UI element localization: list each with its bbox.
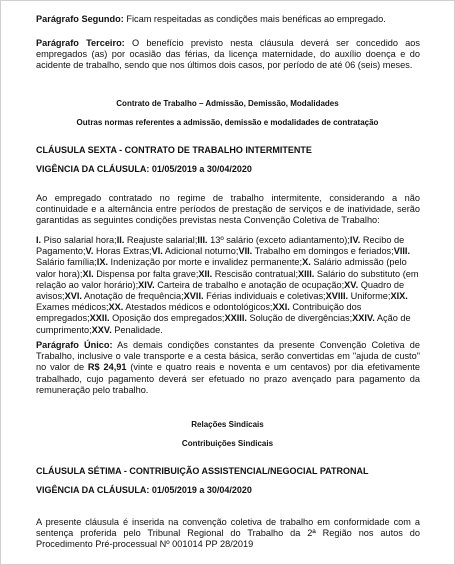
list-item-number: IV. (349, 235, 361, 245)
list-item-text: Horas Extras; (93, 246, 152, 257)
list-item-text: Salário família; (36, 257, 97, 268)
value-amount: R$ 24,91 (87, 362, 127, 373)
conditions-list (36, 235, 420, 336)
list-item-number: XVII. (183, 291, 204, 302)
paragraph-text: Ficam respeitadas as condições mais benéficas ao empregado. (123, 14, 386, 24)
section-heading-relacoes: Relações Sindicais (191, 420, 264, 429)
clause-title-sexta: CLÁUSULA SEXTA - CONTRATO DE TRABALHO INTERMITENTE (36, 145, 312, 155)
list-item-number: XXIV. (352, 313, 375, 324)
list-item-text: Atestados médicos e odontológicos; (123, 302, 273, 313)
list-item-number: XIV. (138, 279, 155, 290)
list-item-text: Férias individuais e coletivas; (203, 291, 326, 302)
clause-vigencia-sexta: VIGÊNCIA DA CLÁUSULA: 01/05/2019 a 30/04/2020 (36, 164, 252, 174)
list-item-number: XVIII. (325, 291, 349, 302)
clause-vigencia-setima: VIGÊNCIA DA CLÁUSULA: 01/05/2019 a 30/04/2020 (36, 485, 252, 495)
paragraph-unico (36, 340, 420, 396)
list-item-number: VII. (238, 246, 253, 257)
paragraph-label: Parágrafo Terceiro: (36, 38, 125, 48)
list-item-text: Anotação de frequência; (81, 291, 184, 302)
list-item-number: XI. (82, 268, 94, 279)
list-item-number: XII. (198, 268, 213, 279)
section-heading-contrato: Contrato de Trabalho – Admissão, Demissão, Modalidades (116, 99, 339, 108)
list-item-text: Ação de cumprimento; (36, 313, 411, 335)
list-item-text: Uniforme; (348, 291, 391, 302)
section-subheading-contribuicoes: Contribuições Sindicais (181, 439, 274, 448)
paragraph-terceiro (36, 38, 420, 72)
list-item-text: Dispensa por falta grave; (93, 268, 199, 279)
paragraph-text: (vinte e quatro reais e noventa e um centavos) por dia efetivamente trabalhado, cujo pagamento deverá ser efetuado no prazo avençado para pagamento da remuneração pelo trabalho. (36, 362, 420, 395)
list-item-number: XVI. (64, 291, 82, 302)
list-item-text: Salário admissão (pelo valor hora); (36, 257, 407, 279)
list-item-number: VIII. (393, 246, 411, 257)
list-item-number: XIII. (298, 268, 315, 279)
paragraph-label: Parágrafo Único: (36, 340, 113, 350)
list-item-number: XXII. (89, 313, 110, 324)
paragraph-segundo (36, 14, 420, 25)
clause-intro-sexta: Ao empregado contratado no regime de trabalho intermitente, considerando a não continuidade e a alternância entre períodos de prestação de serviços e de inatividade, serão garantidas as seguintes condições previstas nesta Convenção Coletiva de Trabalho: (36, 193, 420, 226)
list-item-number: III. (197, 235, 208, 245)
list-item-number: II. (116, 235, 125, 245)
list-item-text: Contribuição dos empregados; (36, 302, 362, 324)
list-item-text: Penalidade. (111, 324, 163, 335)
section-subheading-outras-normas: Outras normas referentes a admissão, demissão e modalidades de contratação (76, 118, 379, 127)
list-item-text: Adicional noturno; (162, 246, 239, 257)
paragraph-text: As demais condições constantes da presente Convenção Coletiva de Trabalho, inclusive o vale transporte e a cesta básica, serão convertidas em "ajuda de custo" no valor de (36, 340, 420, 373)
paragraph-label: Parágrafo Segundo: (36, 14, 124, 24)
list-item-text: Salário do substituto (em relação ao valor horário); (36, 268, 419, 290)
list-item-text: Rescisão contratual; (212, 268, 298, 279)
list-item-text: 13º salário (exceto adiantamento); (207, 235, 350, 245)
list-item-number: V. (85, 246, 94, 257)
list-item-number: IX. (96, 257, 108, 268)
list-item-number: XX. (108, 302, 124, 313)
list-item-text: Piso salarial hora; (41, 235, 117, 245)
list-item-number: XXV. (91, 324, 112, 335)
list-item-text: Quadro de avisos; (36, 279, 405, 302)
list-item-text: Exames médicos; (36, 302, 109, 313)
list-item-number: XXI. (272, 302, 290, 313)
list-item-text: Oposição dos empregados; (109, 313, 225, 324)
list-item-text: Carteira de trabalho e anotação de ocupação; (154, 279, 345, 290)
paragraph-text: O benefício previsto nesta cláusula deverá ser concedido aos empregados (as) por ocasião das férias, da licença maternidade, do auxílio doença e do acidente de trabalho, sendo que nos últimos dois casos, por período de até 06 (seis) meses. (36, 38, 421, 71)
list-item-text: Recibo de Pagamento; (36, 235, 405, 257)
list-item-text: Reajuste salarial; (124, 235, 198, 245)
list-item-number: XV. (344, 279, 359, 290)
list-item-number: X. (302, 257, 311, 268)
list-item-text: Indenização por morte e invalidez permanente; (108, 257, 303, 268)
clause-title-setima: CLÁUSULA SÉTIMA - CONTRIBUIÇÃO ASSISTENCIAL/NEGOCIAL PATRONAL (36, 466, 369, 476)
list-item-text: Solução de divergências; (246, 313, 353, 324)
list-item-number: XXIII. (224, 313, 247, 324)
list-item-number: XIX. (390, 291, 408, 302)
list-item-number: I. (36, 235, 42, 245)
clause-text-setima: A presente cláusula é inserida na convenção coletiva de trabalho em conformidade com a sentença proferida pelo Tribunal Regional do Trabalho da 2ª Região nos autos do Procedimento Pré-processual Nº 001014 PP 28/2019 (36, 517, 420, 550)
list-item-number: VI. (151, 246, 163, 257)
list-item-text: Trabalho em domingos e feriados; (252, 246, 394, 257)
